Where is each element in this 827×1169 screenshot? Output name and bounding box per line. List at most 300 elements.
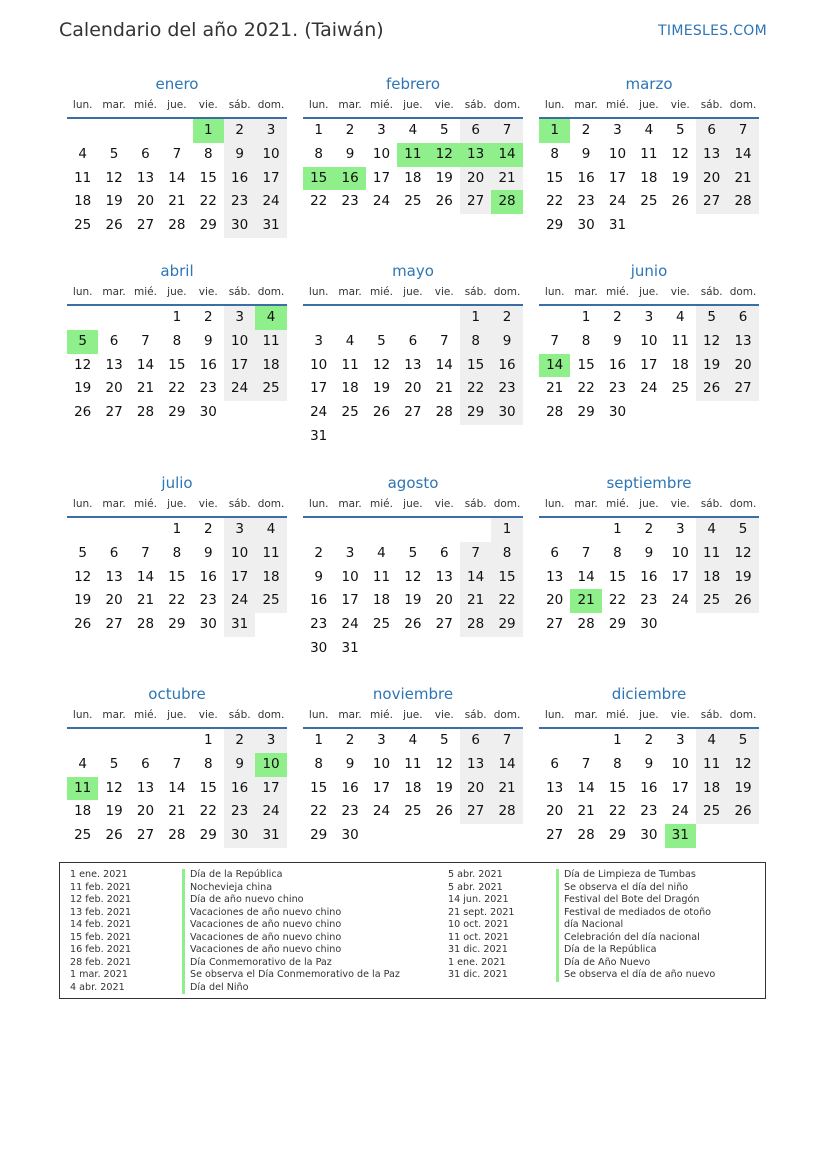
month-grid [539, 95, 759, 238]
day-cell: 12 [727, 753, 758, 777]
month-grid [539, 705, 759, 848]
day-cell: 18 [696, 777, 727, 801]
day-cell: 26 [105, 827, 123, 844]
day-cell: 13 [136, 779, 155, 796]
legend-date: 14 jun. 2021 [448, 894, 509, 905]
day-cell: 1 [581, 309, 591, 325]
day-cell: 7 [550, 332, 559, 349]
day-cell: 8 [314, 145, 323, 162]
month-name: julio [161, 474, 193, 492]
empty-cell [539, 518, 570, 542]
day-cell: 30 [199, 404, 217, 421]
day-cell: 28 [168, 217, 186, 234]
day-cell: 24 [224, 377, 255, 401]
day-cell: 10 [372, 145, 391, 162]
day-cell: 10 [224, 542, 255, 566]
weekday-header: dom. [727, 282, 758, 306]
day-cell: 2 [203, 521, 213, 537]
day-cell: 29 [199, 217, 217, 234]
day-cell: 21 [491, 167, 522, 191]
day-cell: 3 [377, 122, 386, 138]
legend-date: 16 feb. 2021 [70, 944, 132, 955]
day-cell: 28 [136, 616, 155, 633]
day-cell: 19 [105, 193, 123, 210]
day-cell: 14 [136, 568, 155, 585]
empty-cell [570, 518, 601, 542]
weekday-header: mar. [570, 282, 601, 306]
weekday-header: sáb. [460, 705, 491, 729]
weekday-header: mar. [334, 282, 365, 306]
weekday-header: lun. [67, 494, 98, 518]
legend-date: 12 feb. 2021 [70, 894, 132, 905]
empty-cell [570, 729, 601, 753]
day-cell: 15 [577, 356, 595, 373]
day-cell: 21 [168, 193, 186, 210]
month-grid [67, 705, 287, 848]
day-cell: 20 [136, 193, 155, 210]
day-cell: 12 [105, 169, 123, 186]
weekday-header: mié. [366, 494, 397, 518]
month-noviembre [303, 683, 523, 848]
day-cell: 10 [255, 143, 286, 167]
legend-holiday-name: Día de la República [182, 869, 400, 882]
day-cell: 9 [314, 568, 323, 585]
day-cell: 6 [550, 755, 559, 772]
holiday-day-cell: 28 [491, 190, 522, 214]
legend-holiday-name: Día Conmemorativo de la Paz [182, 957, 400, 970]
day-cell: 24 [671, 592, 689, 609]
day-cell: 13 [136, 169, 155, 186]
day-cell: 13 [404, 356, 422, 373]
legend-holiday-name: Celebración del día nacional [556, 932, 715, 945]
day-cell: 17 [224, 566, 255, 590]
weekday-header: jue. [397, 282, 428, 306]
day-cell: 20 [105, 380, 123, 397]
day-cell: 18 [696, 566, 727, 590]
day-cell: 3 [377, 732, 386, 748]
month-grid [303, 705, 523, 848]
day-cell: 22 [491, 589, 522, 613]
day-cell: 18 [404, 779, 422, 796]
month-name: noviembre [372, 685, 454, 703]
day-cell: 6 [696, 119, 727, 143]
day-cell: 25 [404, 193, 422, 210]
day-cell: 12 [74, 356, 92, 373]
day-cell: 6 [141, 145, 150, 162]
weekday-header: lun. [539, 705, 570, 729]
day-cell: 20 [696, 167, 727, 191]
day-cell: 11 [696, 753, 727, 777]
legend-date: 11 oct. 2021 [448, 931, 509, 943]
day-cell: 19 [105, 803, 123, 820]
weekday-header: dom. [255, 705, 286, 729]
holiday-day-cell: 10 [255, 753, 286, 777]
day-cell: 17 [255, 777, 286, 801]
day-cell: 25 [696, 800, 727, 824]
legend-holiday-name: Se observa el día de año nuevo [556, 969, 715, 982]
day-cell: 12 [727, 542, 758, 566]
day-cell: 19 [404, 592, 422, 609]
empty-cell [98, 119, 129, 143]
brand-link[interactable]: TIMESLES.COM [658, 23, 767, 39]
weekday-header: lun. [303, 705, 334, 729]
month-junio [539, 260, 759, 425]
day-cell: 6 [727, 306, 758, 330]
day-cell: 9 [345, 755, 355, 772]
day-cell: 22 [460, 377, 491, 401]
day-cell: 23 [640, 592, 658, 609]
day-cell: 10 [372, 755, 391, 772]
empty-cell [67, 306, 98, 330]
day-cell: 25 [640, 193, 658, 210]
day-cell: 19 [671, 169, 689, 186]
day-cell: 27 [105, 404, 123, 421]
empty-cell [429, 518, 460, 542]
legend-date: 5 abr. 2021 [448, 869, 503, 880]
weekday-header: vie. [665, 95, 696, 119]
day-cell: 29 [168, 404, 186, 421]
day-cell: 15 [546, 169, 564, 186]
legend-holiday-name: día Nacional [556, 919, 715, 932]
day-cell: 22 [608, 592, 627, 609]
weekday-header: jue. [633, 282, 664, 306]
weekday-header: vie. [429, 282, 460, 306]
day-cell: 10 [608, 145, 627, 162]
day-cell: 30 [491, 401, 522, 425]
weekday-header: mié. [602, 494, 633, 518]
month-grid [303, 494, 523, 661]
weekday-header: sáb. [224, 494, 255, 518]
empty-cell [67, 119, 98, 143]
day-cell: 5 [408, 544, 418, 561]
day-cell: 26 [74, 616, 92, 633]
month-grid [303, 282, 523, 449]
day-cell: 30 [577, 217, 595, 234]
empty-cell [366, 306, 397, 330]
day-cell: 12 [105, 779, 123, 796]
day-cell: 26 [696, 377, 727, 401]
day-cell: 5 [377, 332, 386, 349]
day-cell: 10 [671, 755, 689, 772]
day-cell: 22 [168, 380, 186, 397]
weekday-header: jue. [161, 95, 192, 119]
day-cell: 25 [255, 589, 286, 613]
month-name: agosto [387, 474, 439, 492]
day-cell: 10 [224, 330, 255, 354]
weekday-header: vie. [665, 494, 696, 518]
weekday-header: jue. [633, 95, 664, 119]
day-cell: 8 [613, 755, 622, 772]
month-name: junio [630, 262, 668, 280]
day-cell: 21 [435, 380, 453, 397]
month-name: diciembre [611, 685, 687, 703]
day-cell: 13 [696, 143, 727, 167]
day-cell: 9 [644, 755, 654, 772]
month-octubre [67, 683, 287, 848]
weekday-header: vie. [193, 494, 224, 518]
weekday-header: sáb. [696, 282, 727, 306]
empty-cell [303, 306, 334, 330]
holiday-day-cell: 31 [665, 824, 696, 848]
day-cell: 6 [550, 544, 559, 561]
day-cell: 23 [224, 190, 255, 214]
weekday-header: vie. [193, 282, 224, 306]
legend-holiday-name: Vacaciones de año nuevo chino [182, 944, 400, 957]
day-cell: 3 [613, 122, 622, 138]
day-cell: 14 [460, 566, 491, 590]
month-name: octubre [148, 685, 206, 703]
day-cell: 2 [345, 122, 355, 138]
day-cell: 15 [608, 568, 627, 585]
weekday-header: sáb. [460, 95, 491, 119]
empty-cell [539, 729, 570, 753]
day-cell: 18 [341, 380, 359, 397]
day-cell: 16 [491, 354, 522, 378]
legend-names-right [556, 869, 715, 982]
day-cell: 21 [727, 167, 758, 191]
day-cell: 17 [372, 779, 391, 796]
weekday-header: mié. [602, 705, 633, 729]
weekday-header: sáb. [460, 494, 491, 518]
day-cell: 24 [372, 193, 391, 210]
day-cell: 17 [341, 592, 359, 609]
day-cell: 21 [546, 380, 564, 397]
weekday-header: vie. [665, 705, 696, 729]
holiday-day-cell: 15 [303, 167, 334, 191]
weekday-header: vie. [665, 282, 696, 306]
day-cell: 4 [696, 518, 727, 542]
day-cell: 15 [168, 568, 186, 585]
day-cell: 15 [199, 169, 217, 186]
day-cell: 24 [224, 589, 255, 613]
empty-cell [67, 518, 98, 542]
day-cell: 28 [460, 613, 491, 637]
day-cell: 16 [577, 169, 595, 186]
month-diciembre [539, 683, 759, 848]
weekday-header: vie. [193, 95, 224, 119]
weekday-header: vie. [193, 705, 224, 729]
day-cell: 26 [74, 404, 92, 421]
day-cell: 1 [172, 521, 182, 537]
legend-date: 11 feb. 2021 [70, 881, 132, 893]
holiday-legend [59, 862, 766, 999]
day-cell: 24 [310, 404, 328, 421]
holiday-day-cell: 11 [67, 777, 98, 801]
day-cell: 8 [203, 755, 213, 772]
day-cell: 29 [608, 616, 627, 633]
day-cell: 15 [460, 354, 491, 378]
day-cell: 20 [460, 777, 491, 801]
holiday-day-cell: 14 [491, 143, 522, 167]
day-cell: 13 [727, 330, 758, 354]
legend-holiday-name: Festival de mediados de otoño [556, 907, 715, 920]
day-cell: 19 [727, 777, 758, 801]
month-grid [303, 95, 523, 214]
day-cell: 29 [608, 827, 627, 844]
day-cell: 25 [341, 404, 359, 421]
day-cell: 11 [372, 568, 391, 585]
day-cell: 26 [404, 616, 422, 633]
day-cell: 3 [255, 119, 286, 143]
day-cell: 11 [255, 330, 286, 354]
day-cell: 9 [345, 145, 355, 162]
day-cell: 4 [78, 755, 87, 772]
day-cell: 5 [696, 306, 727, 330]
day-cell: 6 [408, 332, 418, 349]
legend-holiday-name: Día de año nuevo chino [182, 894, 400, 907]
weekday-header: sáb. [224, 282, 255, 306]
day-cell: 4 [408, 122, 418, 138]
month-septiembre [539, 472, 759, 637]
day-cell: 17 [608, 169, 627, 186]
weekday-header: mar. [98, 494, 129, 518]
day-cell: 21 [136, 380, 155, 397]
day-cell: 27 [727, 377, 758, 401]
day-cell: 10 [310, 356, 328, 373]
weekday-header: sáb. [460, 282, 491, 306]
weekday-header: lun. [67, 282, 98, 306]
holiday-day-cell: 14 [539, 354, 570, 378]
day-cell: 31 [310, 427, 328, 444]
day-cell: 3 [224, 518, 255, 542]
day-cell: 27 [460, 190, 491, 214]
day-cell: 1 [613, 732, 622, 748]
legend-holiday-name: Se observa el Día Conmemorativo de la Paz [182, 969, 400, 982]
day-cell: 2 [314, 544, 323, 561]
day-cell: 4 [255, 518, 286, 542]
weekday-header: sáb. [696, 494, 727, 518]
month-name: febrero [385, 75, 441, 93]
empty-cell [460, 518, 491, 542]
day-cell: 20 [105, 592, 123, 609]
day-cell: 8 [203, 145, 213, 162]
day-cell: 27 [696, 190, 727, 214]
day-cell: 23 [577, 193, 595, 210]
day-cell: 17 [671, 568, 689, 585]
weekday-header: jue. [397, 95, 428, 119]
day-cell: 23 [199, 380, 217, 397]
day-cell: 28 [577, 827, 595, 844]
day-cell: 2 [644, 521, 654, 537]
legend-holiday-name: Día de la República [556, 944, 715, 957]
day-cell: 29 [546, 217, 564, 234]
day-cell: 17 [372, 169, 391, 186]
day-cell: 3 [314, 332, 323, 349]
day-cell: 18 [640, 169, 658, 186]
day-cell: 11 [696, 542, 727, 566]
day-cell: 14 [168, 779, 186, 796]
day-cell: 31 [255, 824, 286, 848]
day-cell: 28 [168, 827, 186, 844]
month-abril [67, 260, 287, 425]
day-cell: 11 [74, 169, 92, 186]
day-cell: 25 [74, 217, 92, 234]
day-cell: 27 [460, 800, 491, 824]
day-cell: 7 [581, 544, 591, 561]
day-cell: 8 [613, 544, 622, 561]
day-cell: 31 [255, 214, 286, 238]
day-cell: 23 [341, 193, 359, 210]
day-cell: 18 [74, 803, 92, 820]
day-cell: 7 [141, 332, 150, 349]
day-cell: 17 [671, 779, 689, 796]
weekday-header: lun. [67, 95, 98, 119]
month-grid [67, 95, 287, 238]
holiday-day-cell: 21 [570, 589, 601, 613]
day-cell: 5 [439, 122, 449, 138]
weekday-header: dom. [727, 705, 758, 729]
weekday-header: jue. [397, 705, 428, 729]
holiday-day-cell: 11 [397, 143, 428, 167]
day-cell: 7 [141, 544, 150, 561]
weekday-header: mié. [366, 705, 397, 729]
weekday-header: jue. [161, 494, 192, 518]
weekday-header: mar. [334, 705, 365, 729]
day-cell: 1 [491, 518, 522, 542]
weekday-header: dom. [491, 494, 522, 518]
day-cell: 30 [224, 824, 255, 848]
day-cell: 30 [224, 214, 255, 238]
weekday-header: mié. [602, 282, 633, 306]
day-cell: 16 [640, 779, 658, 796]
day-cell: 23 [491, 377, 522, 401]
day-cell: 16 [310, 592, 328, 609]
holiday-day-cell: 16 [334, 167, 365, 191]
month-enero [67, 73, 287, 238]
legend-holiday-name: Vacaciones de año nuevo chino [182, 907, 400, 920]
day-cell: 28 [546, 404, 564, 421]
day-cell: 9 [581, 145, 591, 162]
weekday-header: lun. [539, 494, 570, 518]
day-cell: 8 [172, 544, 182, 561]
day-cell: 5 [109, 755, 119, 772]
day-cell: 17 [640, 356, 658, 373]
day-cell: 20 [460, 167, 491, 191]
legend-date: 28 feb. 2021 [70, 956, 132, 968]
day-cell: 21 [168, 803, 186, 820]
day-cell: 15 [491, 566, 522, 590]
day-cell: 24 [255, 190, 286, 214]
day-cell: 21 [491, 777, 522, 801]
day-cell: 11 [404, 755, 422, 772]
day-cell: 5 [109, 145, 119, 162]
day-cell: 3 [224, 306, 255, 330]
day-cell: 31 [608, 217, 627, 234]
legend-holiday-name: Se observa el día del niño [556, 882, 715, 895]
day-cell: 6 [109, 332, 119, 349]
month-agosto [303, 472, 523, 661]
day-cell: 15 [199, 779, 217, 796]
day-cell: 1 [613, 521, 622, 537]
weekday-header: mié. [602, 95, 633, 119]
day-cell: 5 [727, 729, 758, 753]
day-cell: 7 [172, 145, 182, 162]
weekday-header: mar. [334, 494, 365, 518]
day-cell: 3 [644, 309, 654, 325]
month-name: marzo [625, 75, 673, 93]
day-cell: 18 [372, 592, 391, 609]
day-cell: 27 [136, 217, 155, 234]
weekday-header: jue. [633, 494, 664, 518]
day-cell: 2 [491, 306, 522, 330]
day-cell: 4 [408, 732, 418, 748]
weekday-header: dom. [727, 95, 758, 119]
day-cell: 19 [372, 380, 391, 397]
weekday-header: jue. [161, 705, 192, 729]
day-cell: 9 [613, 332, 622, 349]
weekday-header: sáb. [224, 705, 255, 729]
weekday-header: mar. [570, 95, 601, 119]
